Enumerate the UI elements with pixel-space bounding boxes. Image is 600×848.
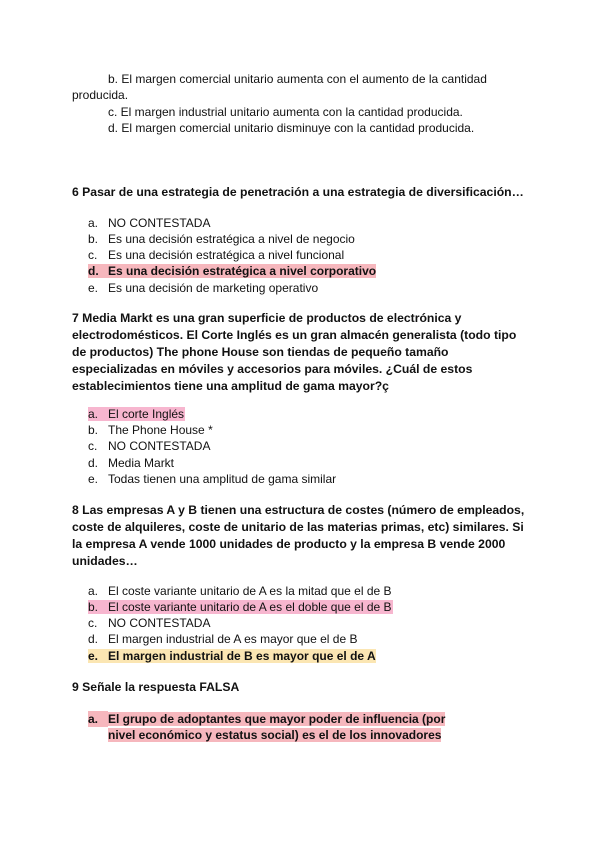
q7-option-b: b. The Phone House *	[88, 423, 213, 437]
q8-option-b-selected: b. El coste variante unitario de A es el doble que el de B	[88, 600, 392, 614]
prev-option-b-line1: b. El margen comercial unitario aumenta con el aumento de la cantidad	[108, 72, 487, 86]
question-7-title: 7 Media Markt es una gran superficie de productos de electrónica y electrodomésticos. El Corte Inglés es un gran almacén generalista (todo tipo de productos) The phone House son tiendas de pequeño tamaño especializadas en móviles y accesorios para móviles. ¿Cuál de estos establecimientos tiene una amplitud de gama mayor?ç	[72, 311, 517, 393]
q6-option-b: b. Es una decisión estratégica a nivel de negocio	[88, 232, 355, 246]
prev-option-c: c. El margen industrial unitario aumenta con la cantidad producida.	[108, 105, 463, 119]
q7-option-c: c. NO CONTESTADA	[88, 439, 211, 453]
q9-option-a-correct: a. El grupo de adoptantes que mayor poder de influencia (por nivel económico y estatus social) es el de los innovadores	[88, 712, 446, 742]
question-9-title: 9 Señale la respuesta FALSA	[72, 680, 240, 694]
q8-option-c: c. NO CONTESTADA	[88, 616, 211, 630]
q6-option-a: a. NO CONTESTADA	[88, 216, 211, 230]
question-6-title: 6 Pasar de una estrategia de penetración a una estrategia de diversificación…	[72, 185, 524, 199]
prev-option-b-line2: producida.	[72, 88, 129, 102]
q8-option-d: d. El margen industrial de A es mayor que el de B	[88, 632, 358, 646]
q7-option-e: e. Todas tienen una amplitud de gama similar	[88, 472, 337, 486]
prev-option-d: d. El margen comercial unitario disminuye con la cantidad producida.	[108, 121, 475, 135]
q6-option-e: e. Es una decisión de marketing operativo	[88, 281, 319, 295]
q6-option-c: c. Es una decisión estratégica a nivel funcional	[88, 248, 345, 262]
q7-option-d: d. Media Markt	[88, 456, 175, 470]
question-8-title: 8 Las empresas A y B tienen una estructura de costes (número de empleados, coste de alquileres, coste de unitario de las materias primas, etc) similares. Si la empresa A vende 1000 unidades de producto y la empresa B vende 2000 unidades…	[72, 503, 525, 568]
q6-option-d-correct: d. Es una decisión estratégica a nivel corporativo	[88, 264, 377, 278]
q8-option-e-correct: e. El margen industrial de B es mayor que el de A	[88, 649, 376, 663]
q7-option-a-selected: a. El corte Inglés	[88, 407, 185, 421]
q8-option-a: a. El coste variante unitario de A es la mitad que el de B	[88, 584, 392, 598]
